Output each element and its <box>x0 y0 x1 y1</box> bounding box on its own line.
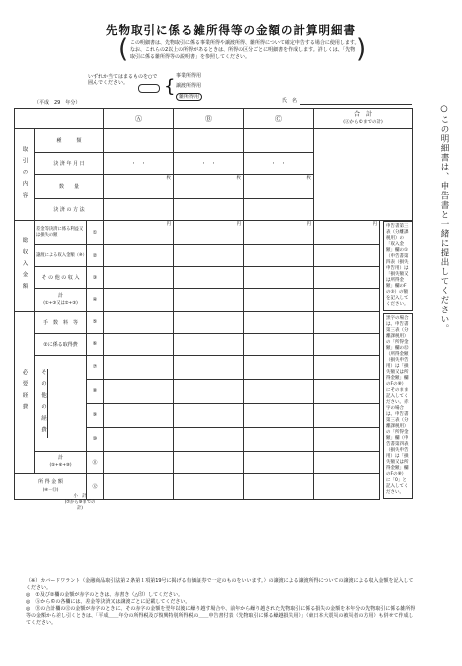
note2-cell <box>380 311 413 499</box>
cell-total-5[interactable] <box>314 311 380 333</box>
selector-option-business[interactable]: 事業所得用 <box>176 73 202 79</box>
cell-a-11[interactable] <box>104 451 174 473</box>
intro-text: この明細書は、先物取引に係る事業所得や譲渡所得、雑所得について確定申告する場合に使用します。なお、これらの2以上の所得があるときは、所得の区分ごとに明細書を作成します。詳しくは、「先物取引に係る雑所得等の説明書」を参照してください。 <box>130 40 360 60</box>
row-4-sub: (①+③又は②+③) <box>43 300 78 306</box>
col-total-header <box>314 109 413 129</box>
cell-c-method[interactable] <box>244 199 314 221</box>
cell-c-11[interactable] <box>244 451 314 473</box>
cell-b-10[interactable] <box>174 427 244 451</box>
cell-c-2[interactable] <box>244 245 314 267</box>
cell-a-10[interactable] <box>104 427 174 451</box>
row-11-sub: (⑤+⑥+⑩) <box>49 463 72 468</box>
row-9-number: ⑨ <box>87 403 104 427</box>
cell-a-7[interactable] <box>104 355 174 379</box>
row-10-number: ⑩ <box>87 427 104 451</box>
footnotes <box>26 578 416 627</box>
cell-total-6[interactable] <box>314 333 380 355</box>
cell-c-5[interactable] <box>244 311 314 333</box>
row-10-label-cell <box>62 494 98 512</box>
row-10-label: 小 計 <box>73 494 87 499</box>
row-2-label: 譲渡による収入金額（※） <box>35 245 87 267</box>
cell-b-4[interactable] <box>174 289 244 311</box>
section-other-expenses: その他の経費 <box>35 369 48 438</box>
cell-total-1[interactable]: 円 <box>314 221 380 245</box>
cell-b-2[interactable] <box>174 245 244 267</box>
row-5-label: 手 数 料 等 <box>35 311 87 333</box>
row-11-label-cell <box>35 451 87 473</box>
row-brand-label: 種 類 <box>35 129 104 153</box>
cell-total-12[interactable] <box>314 473 380 499</box>
row-3-label: そ の 他 の 収 入 <box>35 267 87 289</box>
paren-close: ) <box>356 34 367 64</box>
cell-b-8[interactable] <box>174 379 244 403</box>
name-label: 氏 名 <box>282 98 298 104</box>
cell-a-6[interactable] <box>104 333 174 355</box>
submit-with-return-note: ○この明細書は、申告書と一緒に提出してください。 <box>439 104 449 334</box>
cell-b-12[interactable] <box>174 473 244 499</box>
cell-b-9[interactable] <box>174 403 244 427</box>
selector-example-oval <box>138 84 160 93</box>
row-method-label: 決 済 の 方 法 <box>35 199 104 221</box>
selector-bracket: { <box>164 76 176 97</box>
paren-open: ( <box>118 34 129 64</box>
cell-c-7[interactable] <box>244 355 314 379</box>
col-total-sub: (Ⓐから©までの計) <box>343 120 383 125</box>
col-a-header: Ⓐ <box>104 109 174 129</box>
note1-cell <box>380 221 413 312</box>
name-field[interactable] <box>300 104 412 105</box>
cell-b-brand[interactable] <box>174 129 244 153</box>
cell-a-date[interactable]: ・ ・ <box>104 153 174 175</box>
side-note-1: 申告書第三表（分離課税用）の「収入金額」欄の①（申告書第四表（損失申告用）は「損失額又は所得金額」欄のF の⑤）の額を記入してください。 <box>383 221 413 311</box>
cell-a-12[interactable] <box>104 473 174 499</box>
footnote-carryover: ◎ Ⓡの合計欄の⑫の金額が赤字のときに、その赤字の金額を翌年以後に繰り越す場合や、前年から繰り越された先物取引に係る損失の金額を本年分の先物取引に係る雑所得等の金額から差し引くときは、「平成＿＿年分の所得税及び復興特別所得税の＿＿申告書付表（先物取引に係る繰越損失用）」（東日本大震災の被災者の方用）も併せて作成してください。 <box>26 606 416 626</box>
cell-a-5[interactable] <box>104 311 174 333</box>
footnote-per-settlement: ◎ Ⓐから©の各欄には、差金等決済又は譲渡ごとに記載してください。 <box>26 599 191 605</box>
cell-a-1[interactable]: 円 <box>104 221 174 245</box>
cell-a-brand[interactable] <box>104 129 174 153</box>
cell-b-5[interactable] <box>174 311 244 333</box>
cell-total-2[interactable] <box>314 245 380 267</box>
cell-a-3[interactable] <box>104 267 174 289</box>
row-7-number: ⑦ <box>87 355 104 379</box>
cell-b-date[interactable]: ・ ・ <box>174 153 244 175</box>
cell-total-3[interactable] <box>314 267 380 289</box>
cell-c-12[interactable] <box>244 473 314 499</box>
cell-b-quantity[interactable]: 枚 <box>174 175 244 199</box>
cell-total-4[interactable] <box>314 289 380 311</box>
total-transaction-blank <box>314 129 413 221</box>
cell-c-8[interactable] <box>244 379 314 403</box>
cell-c-9[interactable] <box>244 403 314 427</box>
cell-total-7[interactable] <box>314 355 380 379</box>
row-12-number: ⑫ <box>87 473 104 499</box>
cell-b-7[interactable] <box>174 355 244 379</box>
section-income: 総収入金額 <box>15 221 35 312</box>
cell-c-4[interactable] <box>244 289 314 311</box>
cell-c-3[interactable] <box>244 267 314 289</box>
col-c-header: Ⓒ <box>244 109 314 129</box>
cell-total-9[interactable] <box>314 403 380 427</box>
row-1-number: ① <box>87 221 104 245</box>
footnote-covered-warrant: （※）カバードワラント（金融商品取引法第２条第１項第19号に掲げる有価証券で一定のものをいいます。）の譲渡による譲渡所得についての譲渡による収入金額を記入してください。 <box>26 578 414 591</box>
cell-total-10[interactable] <box>314 427 380 451</box>
cell-a-4[interactable] <box>104 289 174 311</box>
selector-instruction: いずれか当てはまるものを○で囲んでください。 <box>88 74 158 86</box>
row-3-number: ③ <box>87 267 104 289</box>
cell-a-8[interactable] <box>104 379 174 403</box>
row-1-label: 差金等決済に係る利益又は損失の額 <box>35 221 87 245</box>
cell-a-method[interactable] <box>104 199 174 221</box>
row-11-number: ⑪ <box>87 451 104 473</box>
cell-c-1[interactable]: 円 <box>244 221 314 245</box>
cell-c-date[interactable]: ・ ・ <box>244 153 314 175</box>
cell-total-8[interactable] <box>314 379 380 403</box>
cell-b-6[interactable] <box>174 333 244 355</box>
row-12-label: 所 得 金 額 <box>38 479 63 485</box>
row-4-number: ④ <box>87 289 104 311</box>
cell-a-quantity[interactable]: 枚 <box>104 175 174 199</box>
row-6-number: ⑥ <box>87 333 104 355</box>
year-label: （平成 29 年分） <box>34 100 81 106</box>
row-date-label: 決 済 年 月 日 <box>35 153 104 175</box>
calculation-table <box>14 108 413 500</box>
row-quantity-label: 数 量 <box>35 175 104 199</box>
cell-b-method[interactable] <box>174 199 244 221</box>
row-2-number: ② <box>87 245 104 267</box>
row-12-sub: (④－⑪) <box>42 488 59 493</box>
page-title: 先物取引に係る雑所得等の金額の計算明細書 <box>106 23 356 37</box>
selector-option-transfer[interactable]: 譲渡所得用 <box>176 83 202 89</box>
row-11-label: 計 <box>57 455 63 461</box>
row-8-number: ⑧ <box>87 379 104 403</box>
section-expenses: 必要経費 <box>15 311 35 473</box>
cell-b-11[interactable] <box>174 451 244 473</box>
cell-c-6[interactable] <box>244 333 314 355</box>
col-total-title: 合 計 <box>354 111 373 118</box>
cell-total-11[interactable] <box>314 451 380 473</box>
cell-c-quantity[interactable]: 枚 <box>244 175 314 199</box>
other-expenses-cell <box>35 355 87 451</box>
cell-c-brand[interactable] <box>244 129 314 153</box>
row-10-sub: (⑦から⑨までの計) <box>64 500 96 511</box>
section-transaction: 取引の内容 <box>15 129 35 221</box>
col-b-header: Ⓑ <box>174 109 244 129</box>
row-5-number: ⑤ <box>87 311 104 333</box>
row-6-label: ②に係る取得費 <box>35 333 87 355</box>
header-blank <box>15 109 104 129</box>
other-expenses-blank <box>48 369 86 438</box>
footnote-red-ink: ◎ ①及び②欄の金額が赤字のときは、赤書き（△印）してください。 <box>26 592 184 598</box>
row-4-label: 計 <box>57 292 63 299</box>
cell-b-1[interactable]: 円 <box>174 221 244 245</box>
side-note-2: 黒字の場合は、申告書第三表（分離課税用）の「所得金額」欄の㉜（所得金額（損失申告用）は「損失額又は所得金額」欄のFの⑧）にそのまま記入してください。赤字の場合は、申告書第三表（分離課税用）の「所得金額」欄（申告書第四表（損失申告用）は「損失額又は所得金額」欄のFの⑧）に「0」と記入してください。 <box>383 313 413 499</box>
cell-a-9[interactable] <box>104 403 174 427</box>
cell-c-10[interactable] <box>244 427 314 451</box>
selector-option-misc[interactable]: 雑所得用 <box>176 93 202 101</box>
cell-b-3[interactable] <box>174 267 244 289</box>
cell-a-2[interactable] <box>104 245 174 267</box>
row-4-label-cell <box>35 289 87 311</box>
